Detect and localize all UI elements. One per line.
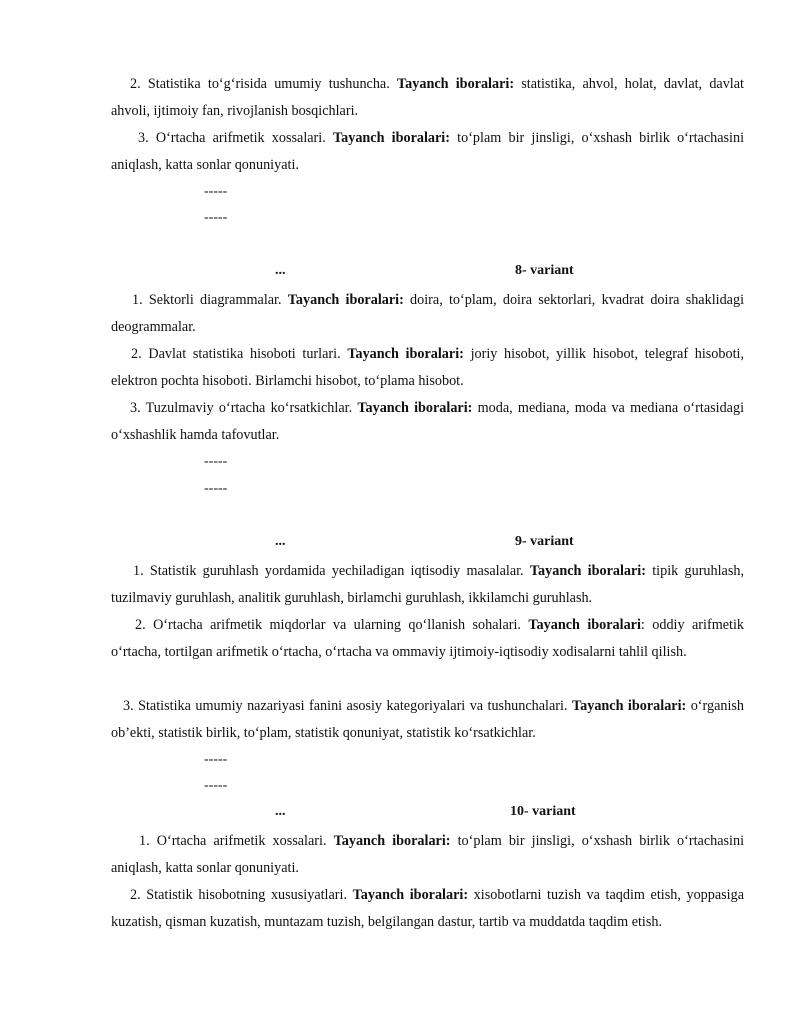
item-title: Statistik hisobotning xususiyatlari. xyxy=(146,887,348,903)
item-number: 1. xyxy=(133,563,144,579)
keywords-label: Tayanch iboralari: xyxy=(347,346,464,362)
item-title: Davlat statistika hisoboti turlari. xyxy=(148,346,341,362)
item-number: 1. xyxy=(139,833,150,849)
item-keywords: moda, mediana, moda va mediana o‘rtasidagi o‘xshashlik hamda tafovutlar. xyxy=(111,400,745,443)
dash-separator: ----- xyxy=(204,752,228,767)
question-item xyxy=(111,828,744,882)
item-keywords: to‘plam bir jinsligi, o‘xshash birlik o‘rtachasini aniqlash, katta sonlar qonuniyati. xyxy=(111,130,745,173)
item-keywords: to‘plam bir jinsligi, o‘xshash birlik o‘rtachasini aniqlash, katta sonlar qonuniyati. xyxy=(111,833,745,876)
keywords-label: Tayanch iboralari: xyxy=(352,887,469,903)
variant-heading: 10- variant xyxy=(510,804,576,819)
keywords-label: Tayanch iboralari: xyxy=(357,400,473,416)
item-keywords: tipik guruhlash, tuzilmaviy guruhlash, analitik guruhlash, birlamchi guruhlash, ikkilamchi guruhlash. xyxy=(111,563,745,606)
item-title: Statistika to‘g‘risida umumiy tushuncha. xyxy=(147,76,390,92)
item-number: 3. xyxy=(130,400,141,416)
item-keywords: : oddiy arifmetik o‘rtacha, tortilgan arifmetik o‘rtacha, o‘rtacha va ommaviy ijtimoiy-iqtisodiy xodisalarni tahlil qilish. xyxy=(111,617,744,660)
item-keywords: statistika, ahvol, holat, davlat, davlat ahvoli, ijtimoiy fan, rivojlanish bosqichlari. xyxy=(111,76,744,119)
variant-heading: 8- variant xyxy=(515,263,574,278)
item-title: O‘rtacha arifmetik xossalari. xyxy=(156,833,327,849)
item-number: 1. xyxy=(132,292,143,308)
item-keywords: doira, to‘plam, doira sektorlari, kvadrat doira shaklidagi deogrammalar. xyxy=(111,292,745,335)
keywords-label: Tayanch iboralari xyxy=(528,617,641,633)
question-item xyxy=(111,71,744,125)
keywords-label: Tayanch iboralari: xyxy=(333,833,451,849)
item-keywords: xisobotlarni tuzish va taqdim etish, yoppasiga kuzatish, qisman kuzatish, muntazam tuzish, belgilangan dastur, tartib va muddatda taqdim etish. xyxy=(111,887,744,930)
item-title: Sektorli diagrammalar. xyxy=(148,292,282,308)
item-number: 3. xyxy=(138,130,149,146)
item-number: 3. xyxy=(123,698,134,714)
question-item xyxy=(111,341,744,395)
item-number: 2. xyxy=(130,76,141,92)
item-number: 2. xyxy=(135,617,146,633)
question-item xyxy=(111,395,744,449)
item-title: Tuzulmaviy o‘rtacha ko‘rsatkichlar. xyxy=(145,400,353,416)
item-title: O‘rtacha arifmetik miqdorlar va ularning qo‘llanish sohalari. xyxy=(153,617,521,633)
keywords-label: Tayanch iboralari: xyxy=(287,292,404,308)
keywords-label: Tayanch iboralari: xyxy=(332,130,450,146)
item-number: 2. xyxy=(131,346,142,362)
dash-separator: ----- xyxy=(204,481,228,496)
item-title: Statistik guruhlash yordamida yechiladigan iqtisodiy masalalar. xyxy=(149,563,524,579)
item-keywords: joriy hisobot, yillik hisobot, telegraf hisoboti, elektron pochta hisoboti. Birlamchi hisobot, to‘plama hisobot. xyxy=(111,346,745,389)
ellipsis-marker: ... xyxy=(275,534,286,549)
keywords-label: Tayanch iboralari: xyxy=(571,698,687,714)
question-item xyxy=(111,125,744,179)
item-number: 2. xyxy=(130,887,141,903)
dash-separator: ----- xyxy=(204,184,228,199)
question-item xyxy=(111,558,744,612)
keywords-label: Tayanch iboralari: xyxy=(529,563,646,579)
ellipsis-marker: ... xyxy=(275,263,286,278)
item-keywords: o‘rganish ob’ekti, statistik birlik, to‘plam, statistik qonuniyat, statistik ko‘rsatkichlar. xyxy=(111,698,745,741)
question-item xyxy=(111,882,744,936)
ellipsis-marker: ... xyxy=(275,804,286,819)
keywords-label: Tayanch iboralari: xyxy=(397,76,515,92)
dash-separator: ----- xyxy=(204,210,228,225)
question-item xyxy=(111,612,744,666)
dash-separator: ----- xyxy=(204,778,228,793)
variant-heading: 9- variant xyxy=(515,534,574,549)
dash-separator: ----- xyxy=(204,454,228,469)
item-title: Statistika umumiy nazariyasi fanini asosiy kategoriyalari va tushunchalari. xyxy=(138,698,568,714)
item-title: O‘rtacha arifmetik xossalari. xyxy=(155,130,326,146)
question-item xyxy=(111,693,744,747)
question-item xyxy=(111,287,744,341)
